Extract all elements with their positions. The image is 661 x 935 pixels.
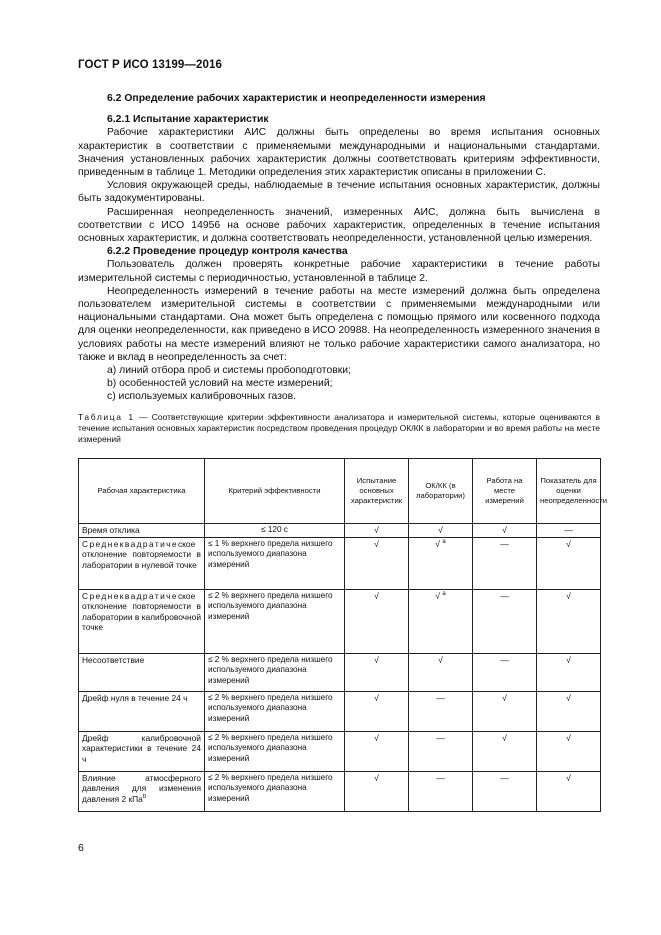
cell-basic-test: √ [345,691,409,731]
char-lead: Среднеквадратиче [82,538,178,549]
cell-basic-test: √ [345,771,409,811]
col-header-qa-qc-lab: ОК/КК (в лаборатории) [409,459,473,524]
char-rest: ское отклонение повторяемости в лаборатории в калибровочной точке [82,590,201,633]
table-header-row [79,459,601,524]
cell-criterion: ≤ 2 % верхнего предела низшего используемого диапазона измерений [205,771,345,811]
cell-characteristic [79,589,205,653]
table-row [79,653,601,691]
footnote-mark: b [142,793,147,800]
cell-uncertainty: √ [537,691,601,731]
table-caption [78,412,600,446]
section-6-2-title: 6.2 Определение рабочих характеристик и неопределенности измерения [107,93,486,104]
cell-criterion: ≤ 2 % верхнего предела низшего используемого диапазона измерений [205,653,345,691]
cell-uncertainty: √ [537,731,601,771]
criteria-table [78,458,608,812]
section-6-2-2-title: 6.2.2 Проведение процедур контроля качества [107,246,348,258]
cell-basic-test: √ [345,524,409,538]
cell-uncertainty: √ [537,537,601,589]
cell-criterion: ≤ 2 % верхнего предела низшего используемого диапазона измерений [205,731,345,771]
document-header: ГОСТ Р ИСО 13199—2016 [78,59,223,71]
cell-basic-test: √ [345,537,409,589]
table-caption-text: — Соответствующие критерии эффективности анализатора и измерительной системы, которые оцениваются в течение испытания основных характеристик посредством проведения процедур ОК/КК в лаборатории и во время работы на месте измерений [78,411,600,445]
table-caption-lead: Таблица 1 [78,411,135,422]
cell-criterion: ≤ 2 % верхнего предела низшего используемого диапазона измерений [205,691,345,731]
col-header-uncertainty: Показатель для оценки неопределенности [537,459,601,524]
cell-characteristic: Несоответствие [79,653,205,691]
cell-characteristic [79,771,205,811]
list-item: b) особенностей условий на месте измерений; [107,378,333,390]
cell-field-operation: — [473,771,537,811]
cell-basic-test: √ [345,589,409,653]
cell-qa-qc-lab: — [409,731,473,771]
cell-field-operation: — [473,537,537,589]
table-row [79,771,601,811]
col-header-criterion: Критерий эффективности [205,459,345,524]
cell-field-operation: — [473,589,537,653]
table-row [79,524,601,538]
cell-basic-test: √ [345,653,409,691]
char-lead: Среднеквадратиче [82,590,178,601]
char-text: Влияние атмосферного давления для изменения давления 2 кПа [82,772,201,804]
list-item: c) используемых калибровочных газов. [107,391,297,403]
list-item: a) линий отбора проб и системы пробоподготовки; [107,365,351,377]
footnote-mark: а [442,538,446,545]
cell-criterion: ≤ 2 % верхнего предела низшего используемого диапазона измерений [205,589,345,653]
cell-characteristic: Дрейф калибровочной характеристики в течение 24 ч [79,731,205,771]
cell-criterion: ≤ 120 с [205,524,345,538]
page-number: 6 [78,842,84,854]
col-header-field-operation: Работа на месте измерений [473,459,537,524]
cell-uncertainty: √ [537,653,601,691]
cell-characteristic [79,537,205,589]
paragraph: Расширенная неопределенность значений, измеренных АИС, должна быть вычислена в соответствии с ИСО 14956 на основе рабочих характеристик, определенных в течение испытания основных характеристик, и должна соответствовать неопределенности, установленной целью измерения. [78,206,600,245]
cell-qa-qc-lab: — [409,771,473,811]
cell-qa-qc-lab: — [409,691,473,731]
cell-uncertainty: — [537,524,601,538]
check-mark: √ [435,590,440,601]
cell-uncertainty: √ [537,771,601,811]
check-mark: √ [435,538,440,549]
table-row [79,589,601,653]
cell-characteristic: Время отклика [79,524,205,538]
cell-field-operation: — [473,653,537,691]
cell-uncertainty: √ [537,589,601,653]
cell-characteristic: Дрейф нуля в течение 24 ч [79,691,205,731]
col-header-basic-test: Испытание основных характеристик [345,459,409,524]
table-row [79,731,601,771]
paragraph: Условия окружающей среды, наблюдаемые в течение испытания основных характеристик, должны быть задокументированы. [78,180,600,205]
cell-field-operation: √ [473,731,537,771]
cell-qa-qc-lab [409,589,473,653]
cell-field-operation: √ [473,691,537,731]
footnote-mark: а [442,590,446,597]
col-header-characteristic: Рабочая характеристика [79,459,205,524]
cell-criterion: ≤ 1 % верхнего предела низшего используемого диапазона измерений [205,537,345,589]
paragraph: Рабочие характеристики АИС должны быть определены во время испытания основных характеристик в соответствии с применяемыми международными и национальными стандартами. Значения установленных рабочих характеристик должны соответствовать критериям эффективности, приведенным в таблице 1. Методики определения этих характеристик описаны в приложении С. [78,127,600,179]
table-row [79,537,601,589]
cell-qa-qc-lab: √ [409,653,473,691]
char-rest: ское отклонение повторяемости в лаборатории в нулевой точке [82,538,201,570]
paragraph: Пользователь должен проверять конкретные рабочие характеристики в течение работы измерительной системы с периодичностью, установленной в таблице 2. [78,259,600,284]
cell-basic-test: √ [345,731,409,771]
cell-field-operation: √ [473,524,537,538]
table-row [79,691,601,731]
section-6-2-1-title: 6.2.1 Испытание характеристик [107,114,269,126]
cell-qa-qc-lab: √ [409,524,473,538]
document-body [78,92,600,446]
cell-qa-qc-lab [409,537,473,589]
paragraph: Неопределенность измерений в течение работы на месте измерений должна быть определена пользователем измерительной системы в соответствии с применяемыми международными или национальными стандартами. Она может быть определена с помощью прямого или косвенного подхода для оценки неопределенности, как приведено в ИСО 20988. На неопределенность измеренного значения в условиях работы на месте измерений влияют не только рабочие характеристики самого анализатора, но также и вклад в неопределенность за счет: [78,285,600,363]
